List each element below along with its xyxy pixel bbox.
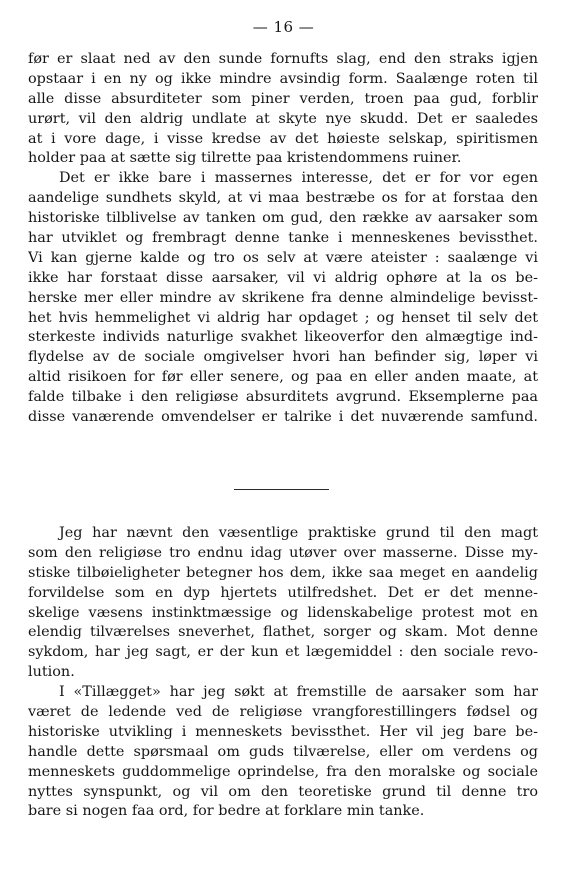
text-line: herske mer eller mindre av skrikene fra denne almindelige bevisst- (28, 289, 538, 306)
text-line: skelige væsens instinktmæssige og lidenskabelige protest mot en (28, 604, 538, 621)
text-block-1 (28, 50, 538, 428)
text-line: forvildelse som en dyp hjertets utilfredshet. Det er det menne- (28, 584, 538, 601)
text-line: bare si nogen faa ord, for bedre at forklare min tanke. (28, 803, 425, 820)
text-line: altid risikoen for før eller senere, og paa en eller anden maate, at (28, 369, 538, 386)
text-line: historiske utvikling i menneskets bevissthet. Her vil jeg bare be- (28, 723, 538, 740)
text-line: som den religiøse tro endnu idag utøver over masserne. Disse my- (28, 544, 538, 561)
page-number: — 16 — (252, 18, 315, 36)
text-line: været de ledende ved de religiøse vrangforestillingers fødsel og (28, 704, 538, 721)
text-line: ikke har forstaat disse aarsaker, vil vi aldrig ophøre at la os be- (28, 269, 538, 286)
text-line: stiske tilbøieligheter betegner hos dem, ikke saa meget en aandelig (28, 564, 538, 581)
text-line: elendig tilværelses sneverhet, flathet, sorger og skam. Mot denne (28, 624, 538, 641)
text-line: disse vanærende omvendelser er talrike i det nuværende samfund. (28, 409, 538, 426)
text-line: aandelige sundhets skyld, at vi maa bestræbe os for at forstaa den (28, 190, 538, 207)
text-line: alle disse absurditeter som piner verden, troen paa gud, forblir (28, 90, 538, 107)
text-line: Jeg har nævnt den væsentlige praktiske grund til den magt (59, 525, 538, 541)
text-block-2 (28, 524, 538, 822)
text-line: holder paa at sætte sig tilrette paa kristendommens ruiner. (28, 150, 462, 167)
section-divider (234, 489, 329, 490)
text-line: nyttes synspunkt, og vil om den teoretiske grund til denne tro (28, 783, 538, 800)
text-line: lution. (28, 664, 75, 681)
text-line: I «Tillægget» har jeg søkt at fremstille de aarsaker som har (59, 684, 538, 701)
text-line: har utviklet og frembragt denne tanke i menneskenes bevissthet. (28, 230, 538, 247)
text-line: historiske tilblivelse av tanken om gud, den række av aarsaker som (28, 210, 538, 227)
text-line: het hvis hemmelighet vi aldrig har opdaget ; og henset til selv det (28, 309, 538, 326)
text-line: sterkeste individs naturlige svakhet likeoverfor den almægtige ind- (28, 329, 538, 346)
text-line: menneskets guddommelige oprindelse, fra den moralske og sociale (28, 763, 538, 780)
text-line: Vi kan gjerne kalde og tro os selv at være ateister : saalænge vi (28, 249, 538, 266)
text-line: at i vore dage, i visse kredse av det høieste selskap, spiritismen (28, 130, 538, 147)
text-line: handle dette spørsmaal om guds tilværelse, eller om verdens og (28, 743, 538, 760)
text-line: flydelse av de sociale omgivelser hvori han befinder sig, løper vi (28, 349, 538, 366)
text-line: urørt, vil den aldrig undlate at skyte nye skudd. Det er saaledes (28, 110, 538, 127)
text-line: Det er ikke bare i massernes interesse, det er for vor egen (59, 170, 538, 187)
text-line: falde tilbake i den religiøse absurditets avgrund. Eksemplerne paa (28, 389, 538, 406)
text-line: sykdom, har jeg sagt, er der kun et lægemiddel : den sociale revo- (28, 644, 538, 661)
text-line: opstaar i en ny og ikke mindre avsindig form. Saalænge roten til (28, 70, 538, 87)
text-line: før er slaat ned av den sunde fornufts slag, end den straks igjen (28, 51, 538, 67)
